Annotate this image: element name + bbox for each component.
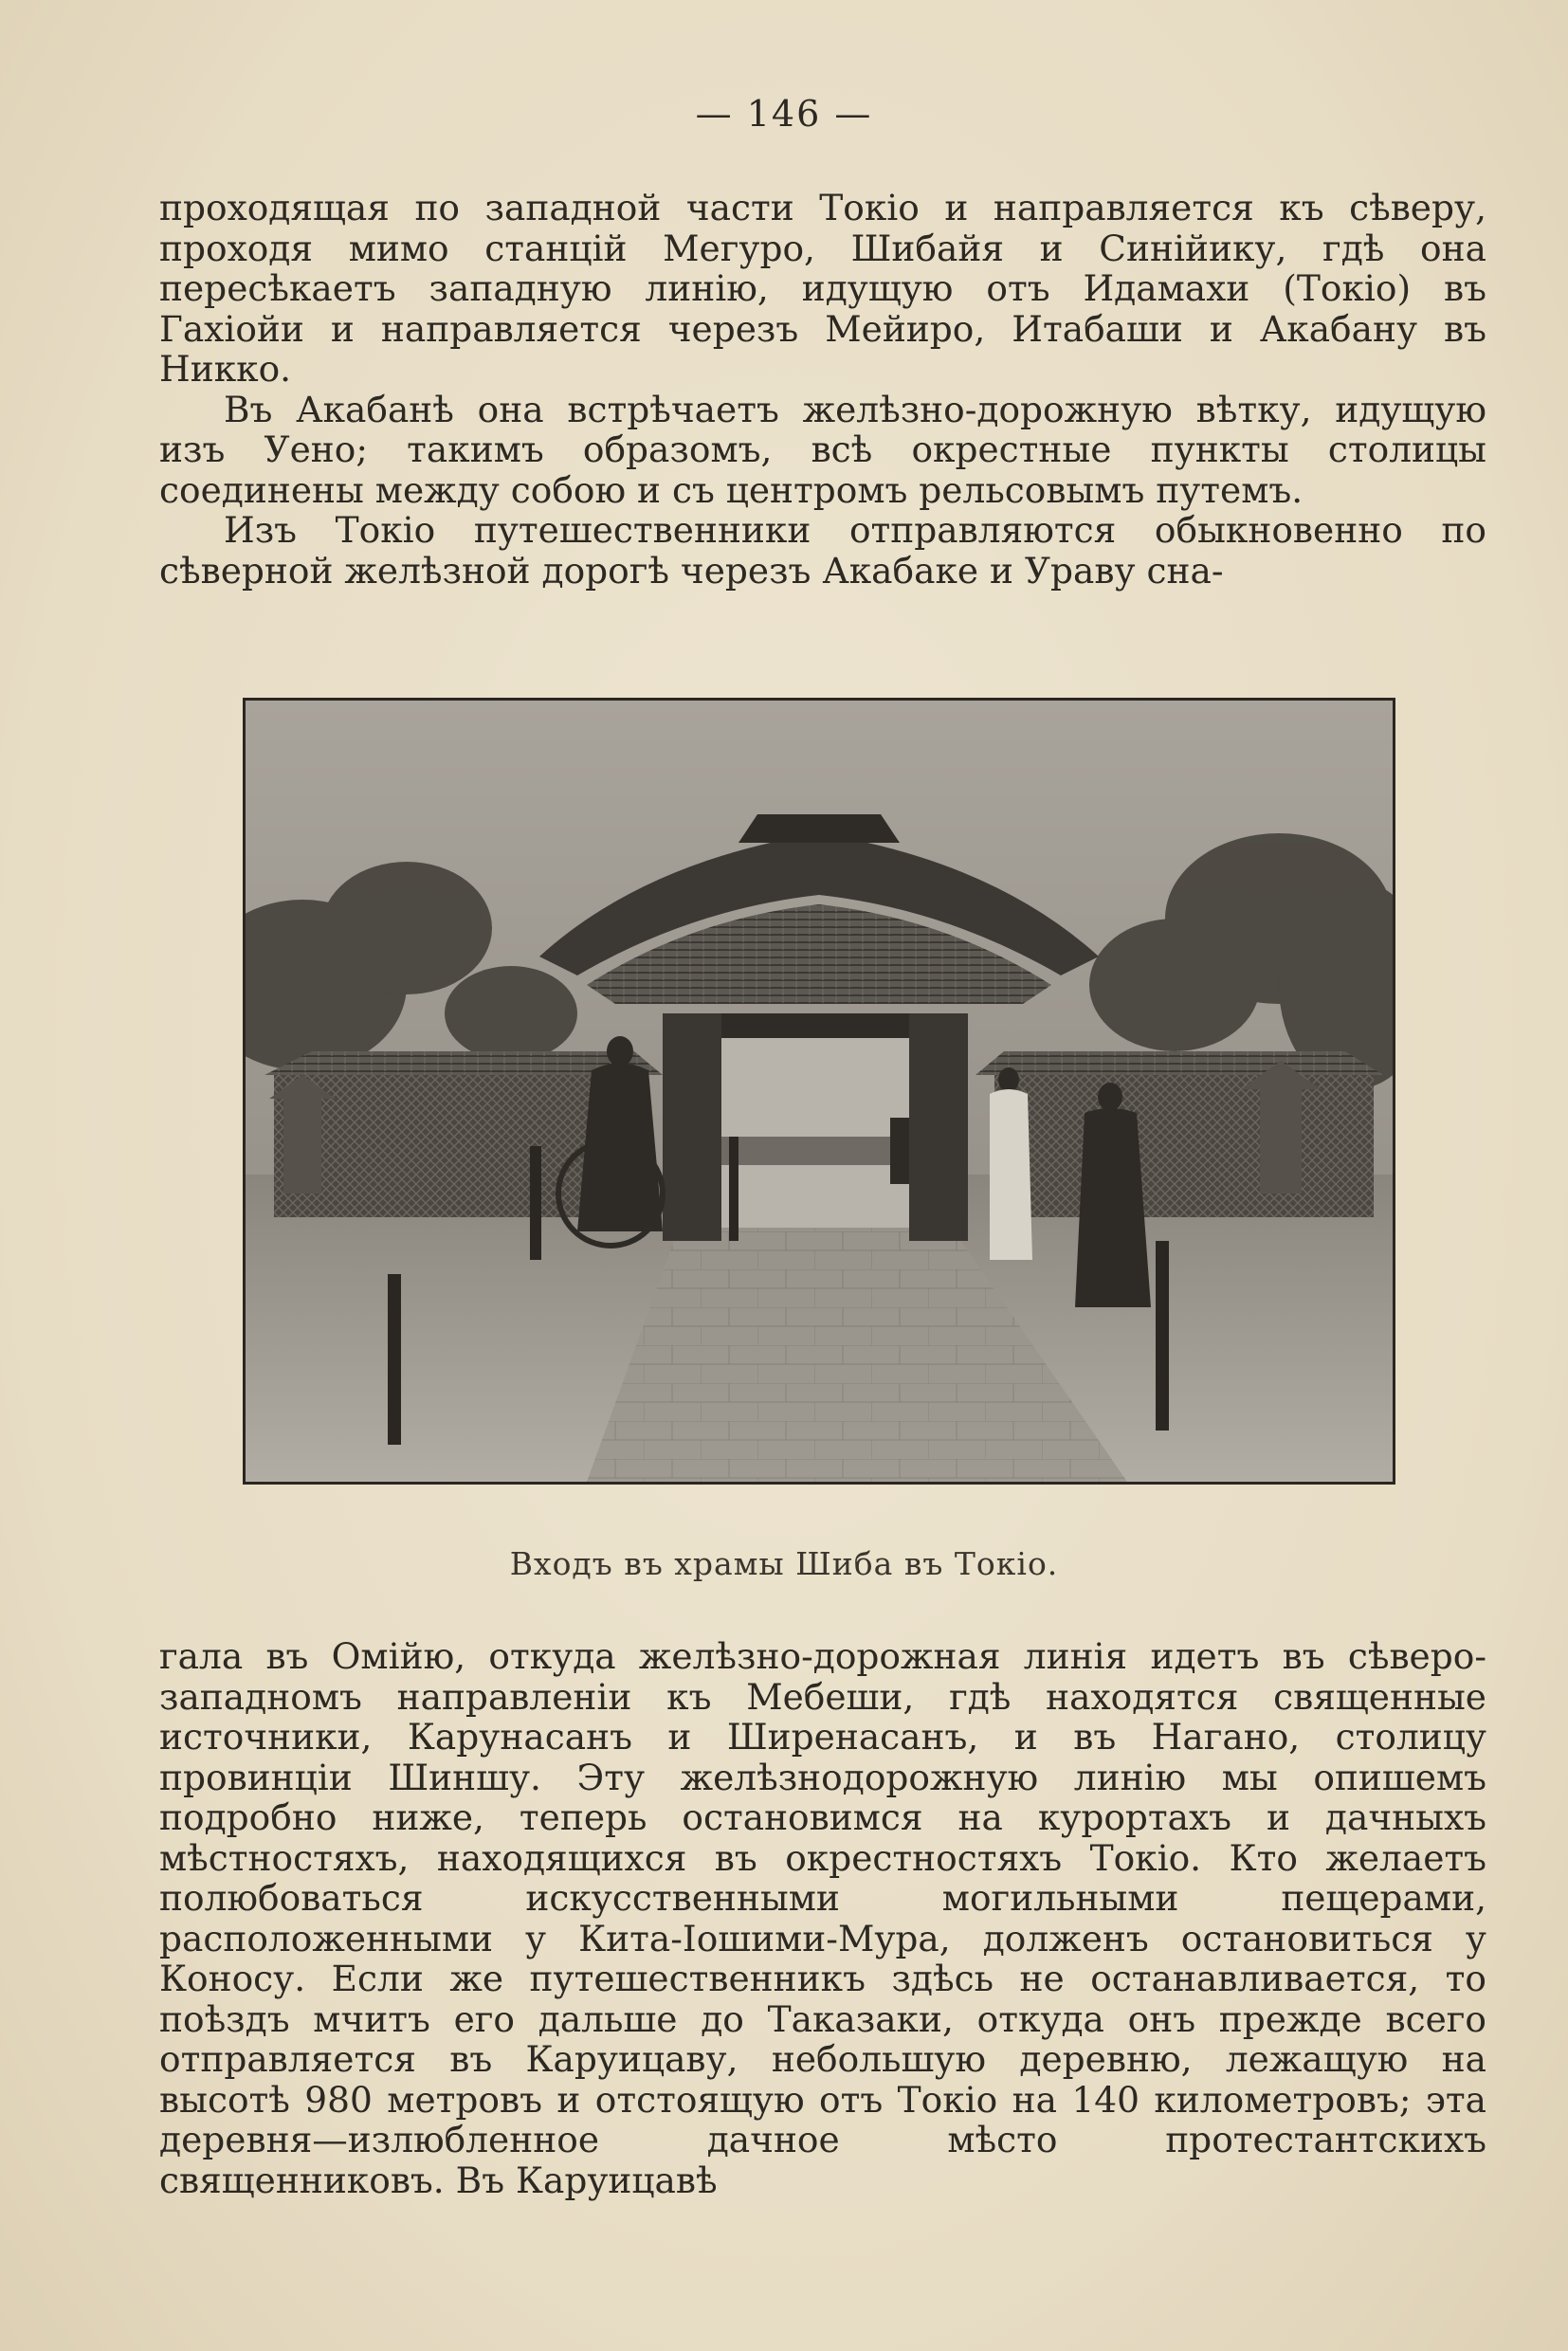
- bottom-text-block: [159, 1636, 1486, 2200]
- photo-illustration: [246, 701, 1393, 1482]
- paragraph: Въ Акабанѣ она встрѣчаетъ желѣзно-дорожную вѣтку, идущую изъ Уено; такимъ образомъ, всѣ окрестные пункты столицы соединены между собою и съ центромъ рельсовымъ путемъ.: [159, 388, 1486, 511]
- paragraph: проходящая по западной части Токіо и направляется къ сѣверу, проходя мимо станцій Мегуро, Шибайя и Синійику, гдѣ она пересѣкаетъ западную линію, идущую отъ Идамахи (Токіо) въ Гахіойи и направляется черезъ Мейиро, Итабаши и Акабану въ Никко.: [159, 187, 1486, 390]
- page-number: — 146 —: [695, 93, 873, 135]
- temple-gate-photo: [243, 698, 1395, 1485]
- figure-caption: Входъ въ храмы Шиба въ Токіо.: [509, 1545, 1059, 1582]
- paragraph: Изъ Токіо путешественники отправляются обыкновенно по сѣверной желѣзной дорогѣ черезъ Акабаке и Ураву сна-: [159, 509, 1486, 592]
- paragraph: гала въ Омійю, откуда желѣзно-дорожная линія идетъ въ сѣверо-западномъ направленіи къ Мебеши, гдѣ находятся священные источники, Карунасанъ и Ширенасанъ, и въ Нагано, столицу провинціи Шиншу. Эту желѣзнодорожную линію мы опишемъ подробно ниже, теперь остановимся на курортахъ и дачныхъ мѣстностяхъ, находящихся въ окрестностяхъ Токіо. Кто желаетъ полюбоваться искусственными могильными пещерами, расположенными у Кита-Іошими-Мура, долженъ остановиться у Коносу. Если же путешественникъ здѣсь не останавливается, то поѣздъ мчитъ его дальше до Таказаки, откуда онъ прежде всего отправляется въ Каруицаву, небольшую деревню, лежащую на высотѣ 980 метровъ и отстоящую отъ Токіо на 140 километровъ; эта деревня—излюбленное дачное мѣсто протестантскихъ священниковъ. Въ Каруицавѣ: [159, 1635, 1486, 2201]
- top-text-block: [159, 188, 1486, 591]
